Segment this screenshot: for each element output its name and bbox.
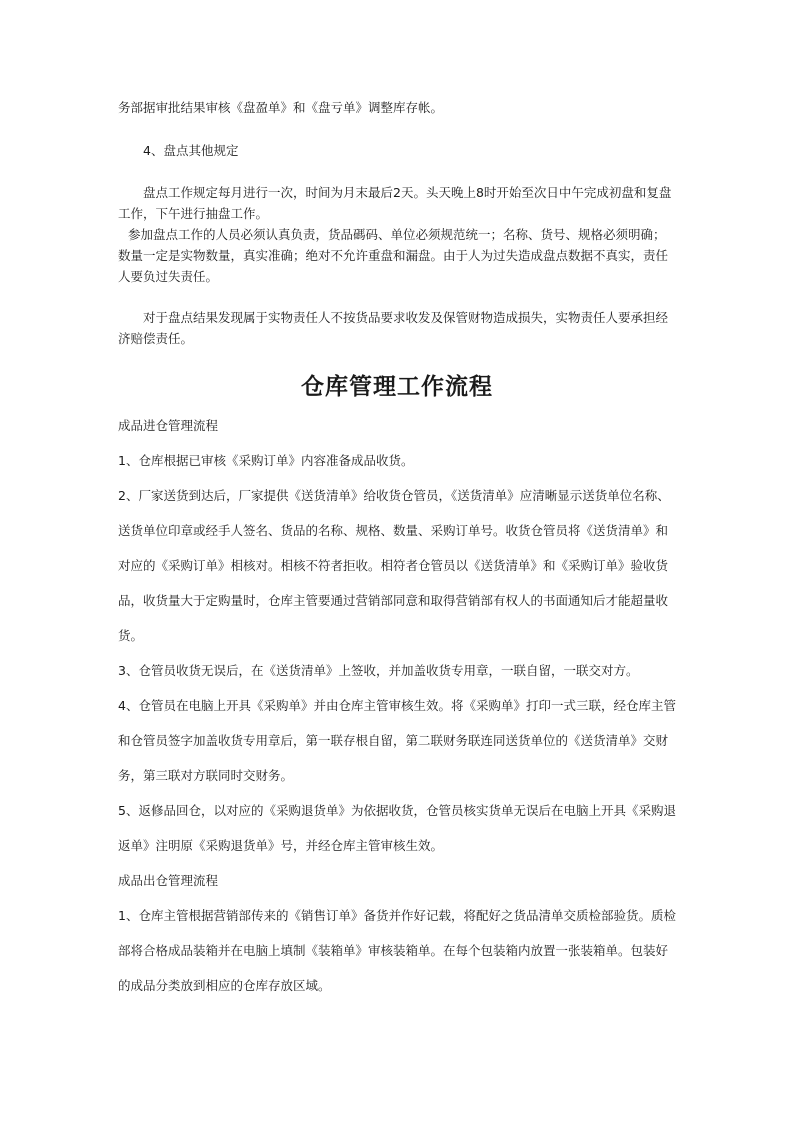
inbound-step-5: 5、返修品回仓，以对应的《采购退货单》为依据收货，仓管员核实货单无误后在电脑上开具《采购退返单》注明原《采购退货单》号，并经仓库主管审核生效。 xyxy=(118,803,676,853)
section-heading-4: 4、盘点其他规定 xyxy=(143,143,239,158)
paragraph-inventory-staff: 参加盘点工作的人员必须认真负责，货品碼码、单位必须规范统一；名称、货号、规格必须明确；数量一定是实物数量，真实准确；绝对不允许重盘和漏盘。由于人为过失造成盘点数据不真实，责任人要负过失责任。 xyxy=(118,227,669,284)
inbound-step-1: 1、仓库根据已审核《采购订单》内容准备成品收货。 xyxy=(118,453,414,468)
outbound-heading: 成品出仓管理流程 xyxy=(118,873,219,888)
continued-line: 务部据审批结果审核《盘盈单》和《盘亏单》调整库存帐。 xyxy=(118,100,444,115)
paragraph-inventory-schedule: 盘点工作规定每月进行一次，时间为月末最后2天。头天晚上8时开始至次日中午完成初盘和复盘工作，下午进行抽盘工作。 xyxy=(118,185,672,221)
page-title: 仓库管理工作流程 xyxy=(301,373,493,400)
inbound-step-4: 4、仓管员在电脑上开具《采购单》并由仓库主管审核生效。将《采购单》打印一式三联，经仓库主管和仓管员签字加盖收货专用章后，第一联存根自留，第二联财务联连同送货单位的《送货清单》交财务，第三联对方联同时交财务。 xyxy=(118,698,676,783)
inbound-step-2: 2、厂家送货到达后，厂家提供《送货清单》给收货仓管员，《送货清单》应清晰显示送货单位名称、送货单位印章或经手人签名、货品的名称、规格、数量、采购订单号。收货仓管员将《送货清单》和对应的《采购订单》相核对。相核不符者拒收。相符者仓管员以《送货清单》和《采购订单》验收货品，收货量大于定购量时，仓库主管要通过营销部同意和取得营销部有权人的书面通知后才能超量收货。 xyxy=(118,488,670,643)
paragraph-inventory-liability: 对于盘点结果发现属于实物责任人不按货品要求收发及保管财物造成损失，实物责任人要承担经济赔偿责任。 xyxy=(118,310,669,346)
inbound-heading: 成品进仓管理流程 xyxy=(118,418,219,433)
inbound-step-3: 3、仓管员收货无误后，在《送货清单》上签收，并加盖收货专用章，一联自留，一联交对方。 xyxy=(118,663,639,678)
outbound-step-1: 1、仓库主管根据营销部传来的《销售订单》备货并作好记载，将配好之货品清单交质检部验货。质检部将合格成品装箱并在电脑上填制《装箱单》审核装箱单。在每个包装箱内放置一张装箱单。包装好的成品分类放到相应的仓库存放区域。 xyxy=(118,908,676,993)
